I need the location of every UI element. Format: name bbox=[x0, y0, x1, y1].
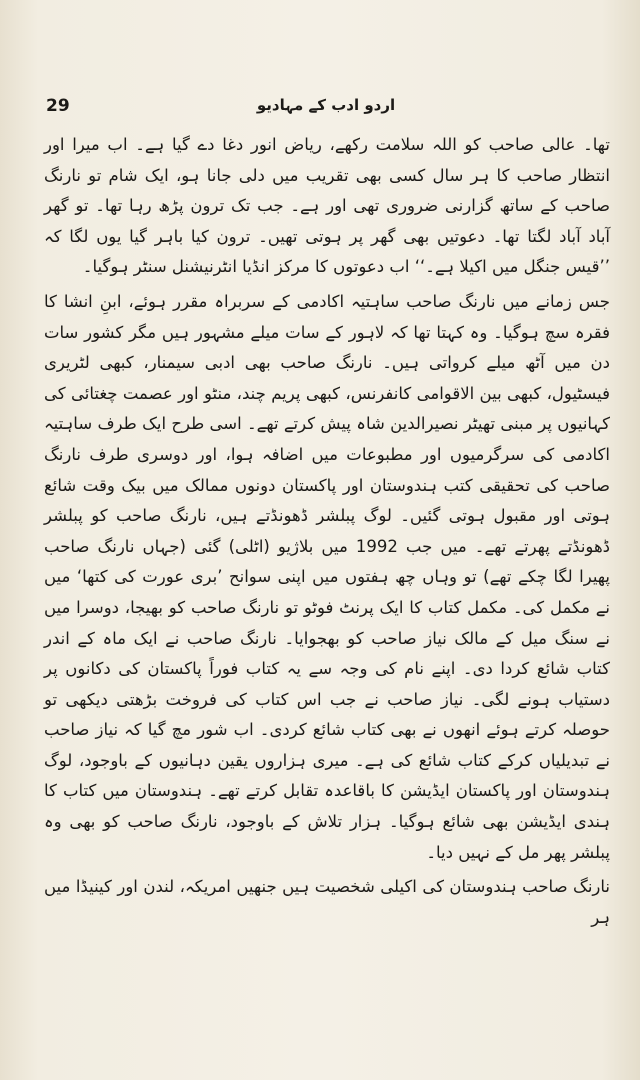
paragraph-1: تھا۔ عالی صاحب کو اللہ سلامت رکھے، ریاض انور دغا دے گیا ہے۔ اب میرا اور انتظار صاحب کا ہر سال کسی بھی تقریب میں دلی جانا ہو، ایک شام تو نارنگ صاحب کے ساتھ گزارنی ضروری تھی اور ہے۔ جب تک ترون پڑھ رہا تھا۔ تو گھر آباد آباد لگتا تھا۔ دعوتیں بھی گھر پر ہوتی تھیں۔ ترون کیا باہر گیا یوں لگا کہ ’’قیس جنگل میں اکیلا ہے۔‘‘ اب دعوتوں کا مرکز انڈیا انٹرنیشنل سنٹر ہوگیا۔ bbox=[44, 135, 610, 277]
running-title: اردو ادب کے مہادیو bbox=[256, 96, 396, 114]
page-header bbox=[46, 96, 606, 122]
body-text bbox=[44, 130, 610, 933]
paragraph-2: جس زمانے میں نارنگ صاحب ساہتیہ اکادمی کے سربراہ مقرر ہوئے، ابنِ انشا کا فقرہ سچ ہوگیا۔ وہ کہتا تھا کہ لاہور کے سات میلے مشہور ہیں مگر کشور سات دن میں آٹھ میلے کرواتی ہیں۔ نارنگ صاحب بھی ادبی سیمنار، کبھی لٹریری فیسٹیول، کبھی بین الاقوامی کانفرنس، کبھی پریم چند، منٹو اور عصمت چغتائی کی کہانیوں پر مبنی تھیٹر نصیرالدین شاہ پیش کرتے تھے۔ اسی طرح ایک طرف ساہتیہ اکادمی کی سرگرمیوں اور مطبوعات میں اضافہ ہوا، اور دوسری طرف نارنگ صاحب کی تحقیقی کتب ہندوستان اور پاکستان دونوں ممالک میں بیک وقت شائع ہوتی اور مقبول ہوتی گئیں۔ لوگ پبلشر ڈھونڈتے ہیں، نارنگ صاحب کو پبلشر ڈھونڈتے پھرتے تھے۔ میں جب 1992 میں بلاژیو (اٹلی) گئی (جہاں نارنگ صاحب پھیرا لگا چکے تھے) تو وہاں چھ ہفتوں میں اپنی سوانح ’بری عورت کی کتھا‘ میں نے مکمل کی۔ مکمل کتاب کا ایک پرنٹ فوٹو تو نارنگ صاحب کو بھیجا، دوسرا میں نے سنگ میل کے مالک نیاز صاحب کو بھجوایا۔ نارنگ صاحب نے ایک ماہ کے اندر کتاب شائع کردا دی۔ اپنے نام کی وجہ سے یہ کتاب فوراً پاکستان کی دکانوں پر دستیاب ہونے لگی۔ نیاز صاحب نے جب اس کتاب کی فروخت بڑھتی دیکھی تو حوصلہ کرتے ہوئے انھوں نے بھی کتاب شائع کردی۔ اب شور مچ گیا کہ نیاز صاحب نے تبدیلیاں کرکے کتاب شائع کی ہے۔ میری ہزاروں یقین دہانیوں کے باوجود، لوگ ہندوستان اور پاکستان ایڈیشن کا باقاعدہ تقابل کرتے تھے۔ ہندوستان میں کتاب کا ہندی ایڈیشن بھی شائع ہوگیا۔ ہزار تلاش کے باوجود، نارنگ صاحب کو بھی وہ پبلشر پھر مل کے نہیں دیا۔ bbox=[44, 291, 611, 862]
paragraph-3: نارنگ صاحب ہندوستان کی اکیلی شخصیت ہیں جنھیں امریکہ، لندن اور کینیڈا میں ہر bbox=[44, 877, 610, 927]
page-number: 29 bbox=[46, 96, 70, 116]
